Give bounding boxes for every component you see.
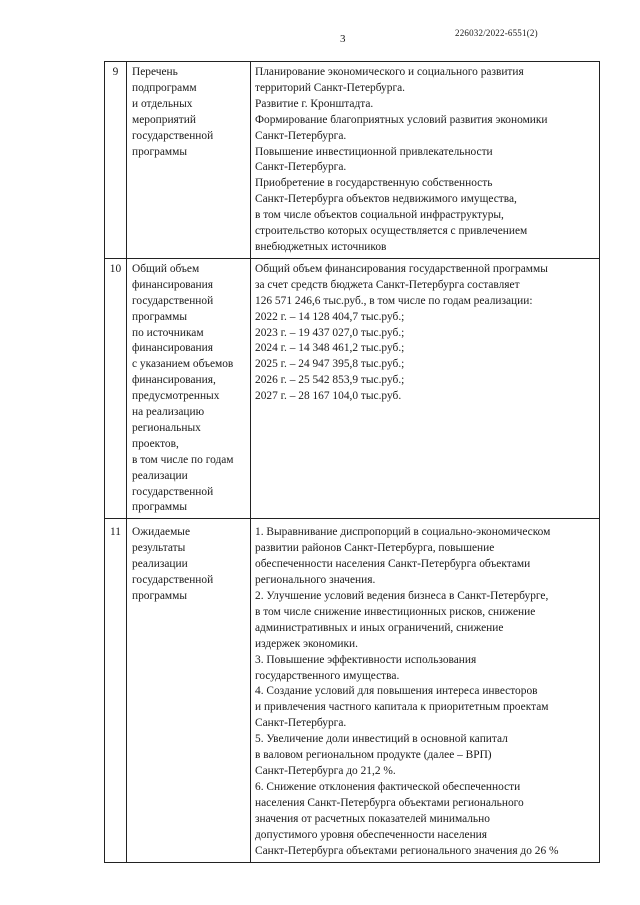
- row-value: [251, 258, 600, 519]
- row-value-line: государственного имущества.: [255, 669, 400, 682]
- row-value-line: издержек экономики.: [255, 637, 358, 650]
- row-value-line: в валовом региональном продукте (далее – ВРП): [255, 749, 492, 762]
- row-name-line: региональных: [132, 421, 201, 434]
- page-number: 3: [340, 33, 346, 45]
- row-value-line: 1. Выравнивание диспропорций в социально-экономическом: [255, 526, 551, 539]
- row-name-line: в том числе по годам: [132, 453, 234, 466]
- row-name-line: проектов,: [132, 437, 179, 450]
- row-value-line: Санкт-Петербурга.: [255, 161, 347, 174]
- row-name-line: Общий объем: [132, 262, 200, 275]
- row-value-line: строительство которых осуществляется с привлечением: [255, 225, 528, 238]
- row-value-line: обеспеченности населения Санкт-Петербурга объектами: [255, 558, 531, 571]
- row-name-line: финансирования,: [132, 374, 216, 387]
- row-name-line: результаты: [132, 542, 186, 555]
- row-name-line: программы: [132, 501, 187, 514]
- row-value-line: Санкт-Петербурга.: [255, 717, 347, 730]
- row-value-line: Планирование экономического и социального развития: [255, 66, 524, 78]
- row-name-line: подпрограмм: [132, 81, 197, 94]
- row-value-line: 2022 г. – 14 128 404,7 тыс.руб.;: [255, 310, 405, 323]
- row-value-line: территорий Санкт-Петербурга.: [255, 81, 406, 94]
- row-value-line: развитии районов Санкт-Петербурга, повышение: [255, 542, 495, 555]
- row-name-line: мероприятий: [132, 113, 196, 126]
- row-value: [251, 62, 600, 259]
- row-value-line: 2. Улучшение условий ведения бизнеса в Санкт-Петербурге,: [255, 590, 549, 602]
- row-number: 9: [105, 62, 127, 259]
- row-name-line: программы: [132, 590, 187, 602]
- row-name-line: государственной: [132, 129, 214, 142]
- row-name: [127, 258, 251, 519]
- row-name-line: предусмотренных: [132, 390, 220, 403]
- row-name-line: и отдельных: [132, 97, 193, 110]
- row-name-line: по источникам: [132, 326, 204, 339]
- row-value-line: в том числе снижение инвестиционных рисков, снижение: [255, 605, 536, 618]
- row-name-line: государственной: [132, 574, 214, 587]
- row-value-line: допустимого уровня обеспеченности населения: [255, 828, 488, 841]
- row-value-line: в том числе объектов социальной инфраструктуры,: [255, 209, 504, 222]
- row-name-line: реализации: [132, 558, 188, 571]
- row-value-line: 6. Снижение отклонения фактической обеспеченности: [255, 780, 521, 793]
- row-number: 10: [105, 258, 127, 519]
- row-value-line: Санкт-Петербурга.: [255, 129, 347, 142]
- row-name: [127, 519, 251, 863]
- row-value-line: Санкт-Петербурга объектов недвижимого имущества,: [255, 193, 517, 206]
- row-value-line: Санкт-Петербурга объектами регионального значения до 26 %: [255, 844, 559, 857]
- row-name-line: Ожидаемые: [132, 526, 191, 539]
- row-number: 11: [105, 519, 127, 863]
- row-value-line: Повышение инвестиционной привлекательности: [255, 145, 493, 158]
- row-name-line: финансирования: [132, 278, 213, 291]
- row-name-line: государственной: [132, 294, 214, 307]
- row-value-line: 2026 г. – 25 542 853,9 тыс.руб.;: [255, 374, 405, 387]
- row-value-line: Общий объем финансирования государственной программы: [255, 262, 548, 275]
- row-value-line: 2027 г. – 28 167 104,0 тыс.руб.: [255, 390, 402, 403]
- row-name-line: программы: [132, 310, 187, 323]
- row-value-line: регионального значения.: [255, 574, 376, 587]
- row-value-line: 5. Увеличение доли инвестиций в основной капитал: [255, 733, 508, 746]
- row-value-line: 2024 г. – 14 348 461,2 тыс.руб.;: [255, 342, 405, 355]
- row-value-line: Развитие г. Кронштадта.: [255, 97, 374, 110]
- row-value-line: административных и иных ограничений, снижение: [255, 621, 504, 634]
- row-value-line: значения от расчетных показателей минимально: [255, 812, 490, 825]
- program-passport-table: [104, 61, 600, 863]
- row-value: [251, 519, 600, 863]
- row-value-line: 2023 г. – 19 437 027,0 тыс.руб.;: [255, 326, 405, 339]
- row-name-line: программы: [132, 145, 187, 158]
- row-name-line: Перечень: [132, 66, 178, 78]
- row-name-line: реализации: [132, 469, 188, 482]
- row-value-line: 2025 г. – 24 947 395,8 тыс.руб.;: [255, 358, 405, 371]
- table-row: [105, 62, 600, 259]
- table-row: [105, 258, 600, 519]
- row-value-line: Формирование благоприятных условий развития экономики: [255, 113, 548, 126]
- row-value-line: 126 571 246,6 тыс.руб., в том числе по годам реализации:: [255, 294, 533, 307]
- row-value-line: за счет средств бюджета Санкт-Петербурга составляет: [255, 278, 520, 291]
- row-value-line: внебюджетных источников: [255, 240, 387, 253]
- row-value-line: населения Санкт-Петербурга объектами регионального: [255, 796, 524, 809]
- row-value-line: Санкт-Петербурга до 21,2 %.: [255, 764, 396, 777]
- row-name-line: финансирования: [132, 342, 213, 355]
- row-value-line: и привлечения частного капитала к приоритетным проектам: [255, 701, 549, 714]
- row-value-line: Приобретение в государственную собственность: [255, 177, 493, 190]
- row-name-line: с указанием объемов: [132, 358, 234, 371]
- document-code: 226032/2022-6551(2): [455, 28, 538, 38]
- row-value-line: 3. Повышение эффективности использования: [255, 653, 477, 666]
- row-name-line: государственной: [132, 485, 214, 498]
- row-name-line: на реализацию: [132, 406, 205, 419]
- row-name: [127, 62, 251, 259]
- table-row: [105, 519, 600, 863]
- row-value-line: 4. Создание условий для повышения интереса инвесторов: [255, 685, 538, 698]
